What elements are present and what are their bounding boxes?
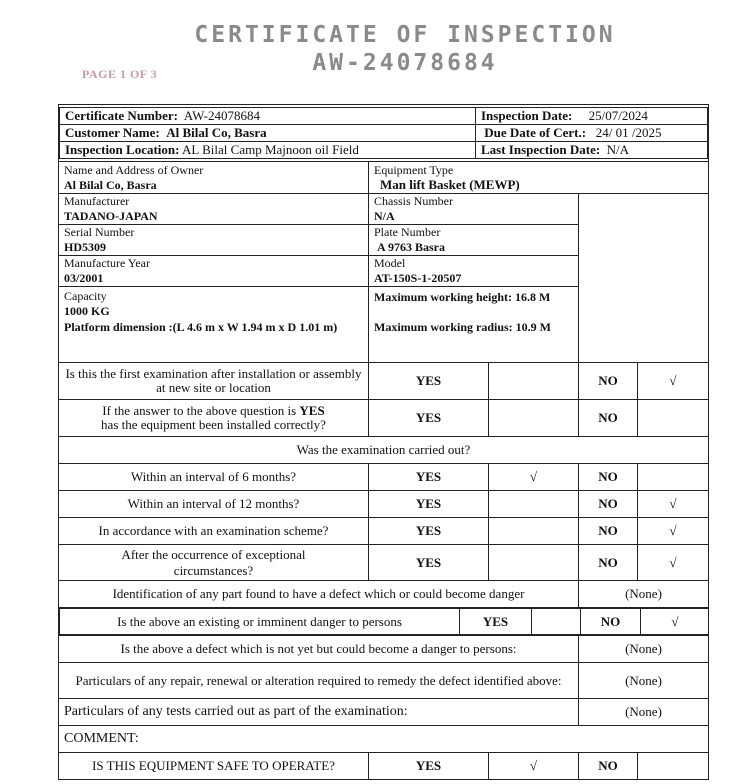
due-date-value: 24/ 01 /2025	[595, 125, 662, 140]
interval-12-yes-mark	[489, 491, 579, 518]
manufacturer-cell	[59, 194, 369, 225]
exceptional-question: After the occurrence of exceptional circumstances?	[59, 545, 369, 581]
capacity-value: 1000 KG	[64, 304, 110, 318]
installed-yes-label: YES	[369, 400, 489, 437]
scheme-question: In accordance with an examination scheme?	[59, 518, 369, 545]
max-radius-value: Maximum working radius: 10.9 M	[374, 320, 551, 334]
model-label: Model	[374, 256, 406, 270]
first-exam-yes-mark	[489, 363, 579, 400]
first-exam-no-mark: √	[638, 363, 709, 400]
future-defect-answer: (None)	[579, 636, 709, 663]
scheme-yes-mark	[489, 518, 579, 545]
danger-row	[59, 608, 709, 636]
comment-field: COMMENT:	[59, 726, 709, 753]
year-label: Manufacture Year	[64, 256, 150, 270]
cert-number-value: AW-24078684	[183, 108, 261, 123]
equipment-type-cell	[369, 162, 709, 194]
future-defect-question: Is the above a defect which is not yet but could become a danger to persons:	[59, 636, 579, 663]
interval-6-no-mark	[638, 464, 709, 491]
last-inspection-value: N/A	[606, 142, 630, 157]
last-inspection-label: Last Inspection Date:	[481, 142, 601, 157]
interval-12-no-label: NO	[579, 491, 638, 518]
danger-no-mark: √	[641, 609, 709, 635]
danger-no-label: NO	[581, 609, 641, 635]
chassis-cell	[369, 194, 579, 225]
inspection-date-label: Inspection Date:	[481, 108, 573, 123]
exceptional-yes-label: YES	[369, 545, 489, 581]
blank-side-cell	[579, 194, 709, 363]
capacity-label: Capacity	[64, 289, 107, 303]
repair-answer: (None)	[579, 663, 709, 699]
exceptional-no-label: NO	[579, 545, 638, 581]
capacity-cell	[59, 287, 369, 363]
chassis-value: N/A	[374, 209, 395, 223]
interval-6-question: Within an interval of 6 months?	[59, 464, 369, 491]
danger-question: Is the above an existing or imminent danger to persons	[60, 609, 460, 635]
year-value: 03/2001	[64, 271, 104, 285]
danger-yes-mark	[532, 609, 581, 635]
danger-yes-label: YES	[460, 609, 532, 635]
defect-id-question: Identification of any part found to have a defect which or could become danger	[59, 581, 579, 608]
tests-answer: (None)	[579, 699, 709, 726]
location-value: AL Bilal Camp Majnoon oil Field	[182, 142, 359, 157]
model-cell	[369, 256, 579, 287]
owner-cell	[59, 162, 369, 194]
installed-suffix: has the equipment been installed correctly?	[101, 417, 326, 432]
first-exam-yes-label: YES	[369, 363, 489, 400]
working-limits-cell	[369, 287, 579, 363]
max-height-value: Maximum working height: 16.8 M	[374, 290, 551, 304]
interval-12-question: Within an interval of 12 months?	[59, 491, 369, 518]
installed-question	[59, 400, 369, 437]
equipment-type-value: Man lift Basket (MEWP)	[380, 176, 520, 192]
manufacturer-value: TADANO-JAPAN	[64, 209, 158, 223]
safe-no-label: NO	[579, 753, 638, 780]
safe-question: IS THIS EQUIPMENT SAFE TO OPERATE?	[59, 753, 369, 780]
inspection-date-value: 25/07/2024	[588, 108, 648, 123]
owner-label: Name and Address of Owner	[64, 162, 204, 177]
scheme-no-mark: √	[638, 518, 709, 545]
installed-yes-word: YES	[299, 403, 325, 418]
platform-dimension: Platform dimension :(L 4.6 m x W 1.94 m x D 1.01 m)	[64, 320, 338, 334]
certificate-title: CERTIFICATE OF INSPECTION	[194, 22, 616, 48]
installed-yes-mark	[489, 400, 579, 437]
due-date-label: Due Date of Cert.:	[484, 125, 587, 140]
installed-prefix: If the answer to the above question is	[102, 403, 300, 418]
year-cell	[59, 256, 369, 287]
interval-12-no-mark: √	[638, 491, 709, 518]
cert-number-label: Certificate Number:	[65, 108, 178, 123]
exceptional-yes-mark	[489, 545, 579, 581]
serial-cell	[59, 225, 369, 256]
repair-question: Particulars of any repair, renewal or alteration required to remedy the defect identified above:	[59, 663, 579, 699]
safe-yes-mark: √	[489, 753, 579, 780]
model-value: AT-150S-1-20507	[374, 271, 462, 285]
customer-value: Al Bilal Co, Basra	[166, 125, 267, 140]
owner-value: Al Bilal Co, Basra	[64, 177, 157, 192]
scheme-yes-label: YES	[369, 518, 489, 545]
installed-no-mark	[638, 400, 709, 437]
certificate-header-block	[59, 105, 709, 162]
interval-6-no-label: NO	[579, 464, 638, 491]
carried-out-heading: Was the examination carried out?	[59, 437, 709, 464]
chassis-label: Chassis Number	[374, 194, 453, 208]
tests-question: Particulars of any tests carried out as part of the examination:	[59, 699, 579, 726]
plate-label: Plate Number	[374, 225, 441, 239]
plate-value: A 9763 Basra	[377, 240, 446, 254]
equipment-type-label: Equipment Type	[374, 162, 454, 177]
safe-yes-label: YES	[369, 753, 489, 780]
defect-id-answer: (None)	[579, 581, 709, 608]
interval-6-yes-mark: √	[489, 464, 579, 491]
customer-label: Customer Name:	[65, 125, 160, 140]
manufacturer-label: Manufacturer	[64, 194, 130, 208]
plate-cell	[369, 225, 579, 256]
first-exam-no-label: NO	[579, 363, 638, 400]
interval-12-yes-label: YES	[369, 491, 489, 518]
scheme-no-label: NO	[579, 518, 638, 545]
serial-value: HD5309	[64, 240, 106, 254]
inspection-table	[58, 104, 709, 780]
location-label: Inspection Location:	[65, 142, 180, 157]
exceptional-no-mark: √	[638, 545, 709, 581]
serial-label: Serial Number	[64, 225, 135, 239]
first-exam-question: Is this the first examination after installation or assembly at new site or location	[59, 363, 369, 400]
interval-6-yes-label: YES	[369, 464, 489, 491]
certificate-number-title: AW-24078684	[312, 50, 498, 76]
installed-no-label: NO	[579, 400, 638, 437]
safe-no-mark	[638, 753, 709, 780]
page-indicator: PAGE 1 OF 3	[82, 67, 158, 81]
